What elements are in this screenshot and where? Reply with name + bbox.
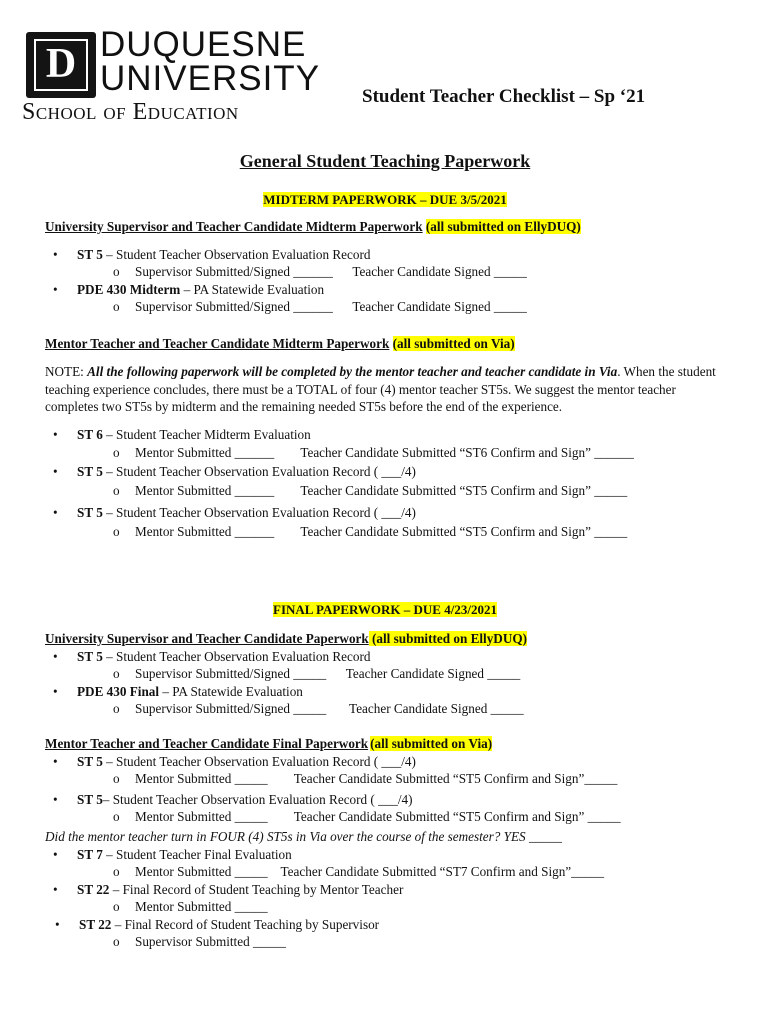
list-subitem: o Supervisor Submitted/Signed _____ Teacher Candidate Signed _____: [113, 666, 521, 681]
midterm-mentor-section-title: Mentor Teacher and Teacher Candidate Midterm Paperwork (all submitted on Via): [45, 336, 515, 351]
st5-count-question: Did the mentor teacher turn in FOUR (4) ST5s in Via over the course of the semester? YES _____: [45, 829, 562, 844]
duquesne-d-icon: D: [26, 32, 96, 98]
list-item: • ST 6 – Student Teacher Midterm Evaluation: [53, 427, 311, 442]
list-subitem: o Mentor Submitted _____ Teacher Candidate Submitted “ST5 Confirm and Sign”_____: [113, 771, 618, 786]
list-item: • ST 5 – Student Teacher Observation Evaluation Record ( ___/4): [53, 464, 416, 479]
document-title: Student Teacher Checklist – Sp ‘21: [362, 86, 646, 107]
list-item: • ST 22 – Final Record of Student Teaching by Mentor Teacher: [53, 882, 404, 897]
list-item: • PDE 430 Midterm – PA Statewide Evaluation: [53, 282, 325, 297]
list-subitem: o Mentor Submitted _____ Teacher Candidate Submitted “ST5 Confirm and Sign” _____: [113, 809, 621, 824]
list-subitem: o Supervisor Submitted/Signed _____ Teacher Candidate Signed _____: [113, 701, 524, 716]
list-item: • ST 5 – Student Teacher Observation Evaluation Record ( ___/4): [53, 754, 416, 769]
list-subitem: o Mentor Submitted _____: [113, 899, 268, 914]
midterm-due-banner: MIDTERM PAPERWORK – DUE 3/5/2021: [263, 192, 507, 207]
logo-line-2: UNIVERSITY: [100, 59, 321, 98]
midterm-university-section-title: University Supervisor and Teacher Candidate Midterm Paperwork (all submitted on EllyDUQ): [45, 219, 581, 234]
list-item: • ST 5 – Student Teacher Observation Evaluation Record: [53, 649, 371, 664]
list-item: • ST 5– Student Teacher Observation Evaluation Record ( ___/4): [53, 792, 413, 807]
list-subitem: o Mentor Submitted ______ Teacher Candidate Submitted “ST6 Confirm and Sign” ______: [113, 445, 634, 460]
list-subitem: o Mentor Submitted ______ Teacher Candidate Submitted “ST5 Confirm and Sign” _____: [113, 524, 628, 539]
final-university-section-title: University Supervisor and Teacher Candidate Paperwork (all submitted on EllyDUQ): [45, 631, 527, 646]
list-item: • ST 5 – Student Teacher Observation Evaluation Record: [53, 247, 371, 262]
mentor-note-paragraph: NOTE: All the following paperwork will be completed by the mentor teacher and teacher candidate in Via. When the student teaching experience concludes, there must be a TOTAL of four (4) mentor teacher ST5s. We suggest the mentor teacher completes two ST5s by midterm and the remaining needed ST5s before the end of the experience.: [45, 364, 716, 414]
list-item: • ST 22 – Final Record of Student Teaching by Supervisor: [55, 917, 380, 932]
list-subitem: o Supervisor Submitted/Signed ______ Teacher Candidate Signed _____: [113, 264, 527, 279]
university-logo: [20, 24, 321, 125]
list-item: • PDE 430 Final – PA Statewide Evaluation: [53, 684, 303, 699]
list-subitem: o Mentor Submitted _____ Teacher Candidate Submitted “ST7 Confirm and Sign”_____: [113, 864, 605, 879]
list-subitem: o Supervisor Submitted _____: [113, 934, 286, 949]
list-item: • ST 7 – Student Teacher Final Evaluation: [53, 847, 292, 862]
logo-line-1: DUQUESNE: [100, 25, 307, 64]
list-item: • ST 5 – Student Teacher Observation Evaluation Record ( ___/4): [53, 505, 416, 520]
page-heading: General Student Teaching Paperwork: [239, 151, 531, 171]
list-subitem: o Mentor Submitted ______ Teacher Candidate Submitted “ST5 Confirm and Sign” _____: [113, 483, 628, 498]
final-mentor-section-title: Mentor Teacher and Teacher Candidate Final Paperwork (all submitted on Via): [45, 736, 493, 751]
logo-line-3: School of Education: [22, 99, 239, 125]
list-subitem: o Supervisor Submitted/Signed ______ Teacher Candidate Signed _____: [113, 299, 527, 314]
final-due-banner: FINAL PAPERWORK – DUE 4/23/2021: [273, 602, 497, 617]
